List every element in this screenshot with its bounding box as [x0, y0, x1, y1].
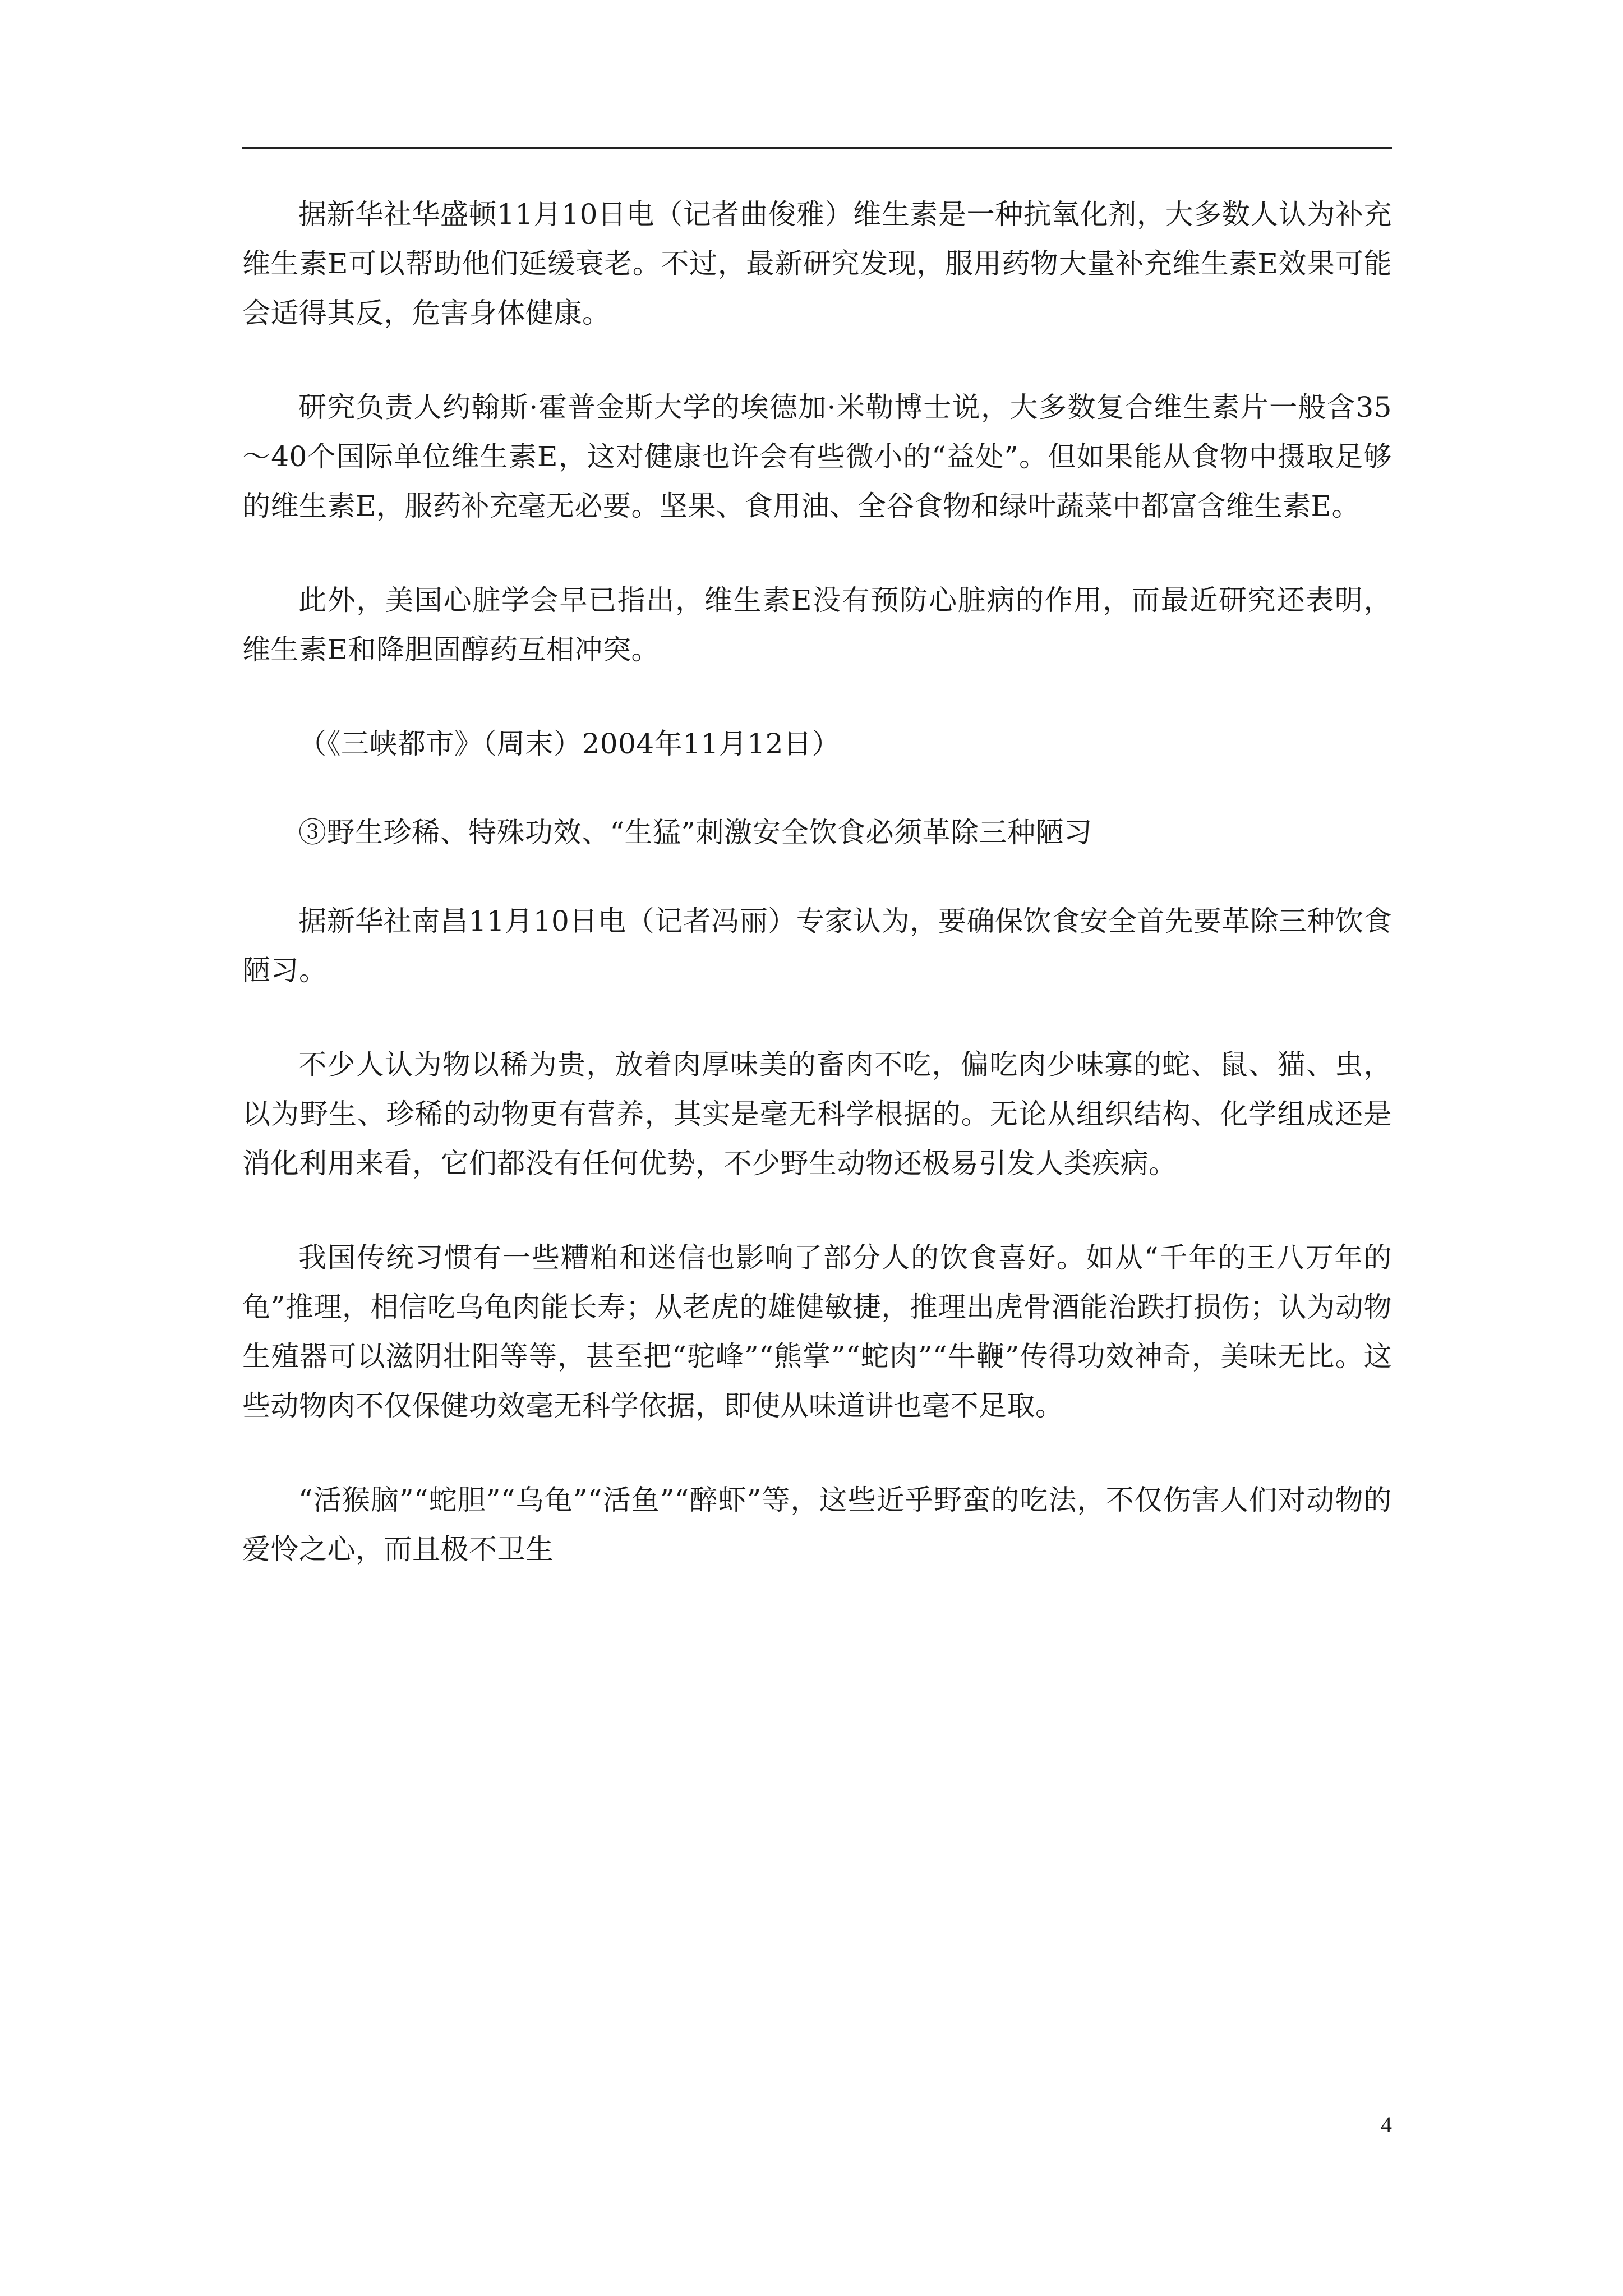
header-rule [242, 147, 1392, 149]
paragraph-heart-association: 此外，美国心脏学会早已指出，维生素E没有预防心脏病的作用，而最近研究还表明，维生素E和降胆固醇药互相冲突。 [242, 584, 1392, 666]
article-body [242, 190, 1392, 1619]
paragraph-wild-animals: 不少人认为物以稀为贵，放着肉厚味美的畜肉不吃，偏吃肉少味寡的蛇、鼠、猫、虫，以为野生、珍稀的动物更有营养，其实是毫无科学根据的。无论从组织结构、化学组成还是消化利用来看，它们都没有任何优势，不少野生动物还极易引发人类疾病。 [242, 1048, 1392, 1180]
source-citation: （《三峡都市》（周末）2004年11月12日） [298, 728, 840, 760]
paragraph-nanchang-intro: 据新华社南昌11月10日电（记者冯丽）专家认为，要确保饮食安全首先要革除三种饮食陋习。 [242, 905, 1392, 987]
paragraph-traditional-habits: 我国传统习惯有一些糟粕和迷信也影响了部分人的饮食喜好。如从“千年的王八万年的龟”推理，相信吃乌龟肉能长寿；从老虎的雄健敏捷，推理出虎骨酒能治跌打损伤；认为动物生殖器可以滋阴壮阳等等，甚至把“驼峰”“熊掌”“蛇肉”“牛鞭”传得功效神奇，美味无比。这些动物肉不仅保健功效毫无科学依据，即使从味道讲也毫不足取。 [242, 1241, 1392, 1422]
paragraph-vitamin-e-research: 研究负责人约翰斯·霍普金斯大学的埃德加·米勒博士说，大多数复合维生素片一般含35～40个国际单位维生素E，这对健康也许会有些微小的“益处”。但如果能从食物中摄取足够的维生素E，服药补充毫无必要。坚果、食用油、全谷食物和绿叶蔬菜中都富含维生素E。 [242, 391, 1392, 522]
paragraph-vitamin-e-intro: 据新华社华盛顿11月10日电（记者曲俊雅）维生素是一种抗氧化剂，大多数人认为补充维生素E可以帮助他们延缓衰老。不过，最新研究发现，服用药物大量补充维生素E效果可能会适得其反，危害身体健康。 [242, 198, 1392, 329]
page-number: 4 [1381, 2112, 1392, 2137]
paragraph-barbaric-eating: “活猴脑”“蛇胆”“乌龟”“活鱼”“醉虾”等，这些近乎野蛮的吃法，不仅伤害人们对动物的爱怜之心，而且极不卫生 [242, 1484, 1392, 1566]
section-heading: ③野生珍稀、特殊功效、“生猛”刺激安全饮食必须革除三种陋习 [298, 816, 1092, 849]
